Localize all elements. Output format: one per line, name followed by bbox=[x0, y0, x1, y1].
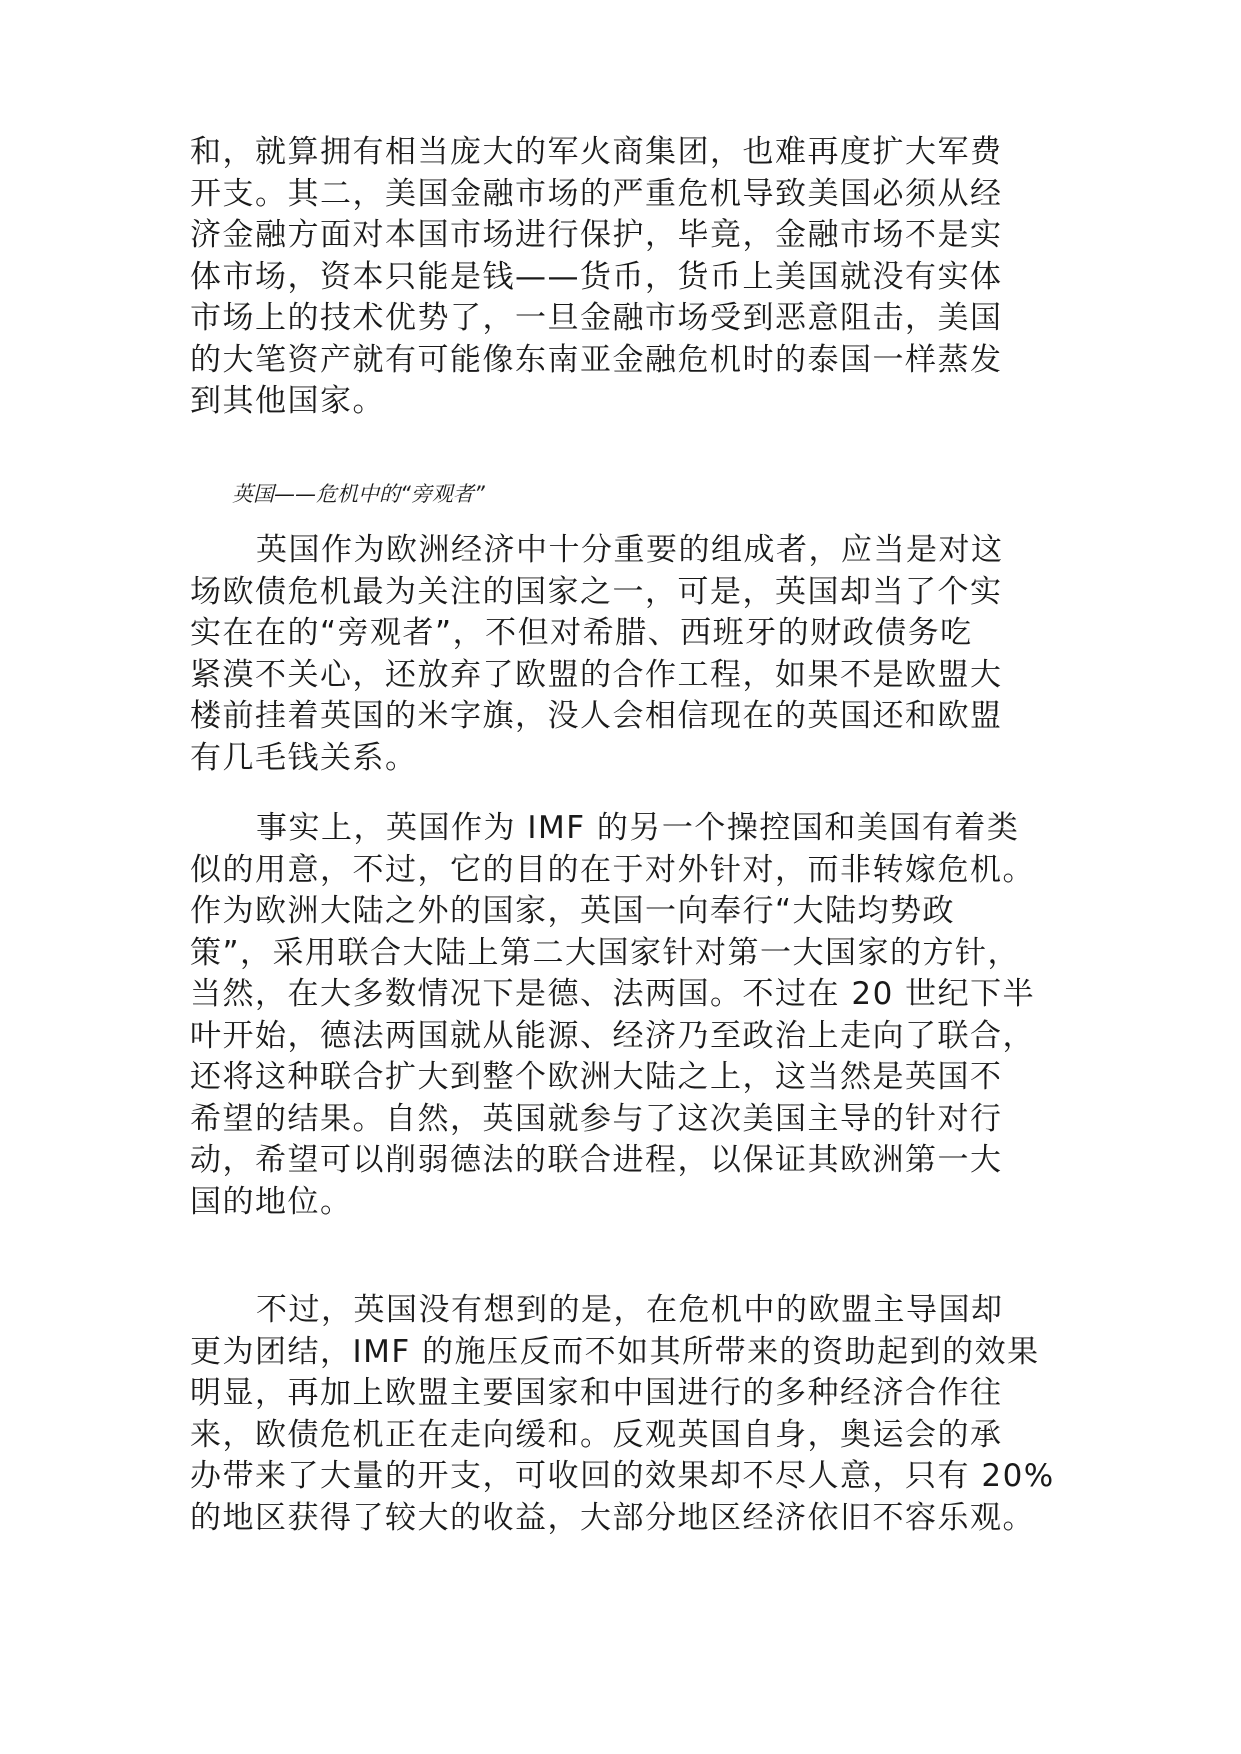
paragraph-line: 紧漠不关心，还放弃了欧盟的合作工程，如果不是欧盟大 bbox=[190, 656, 1003, 693]
paragraph-line: 明显，再加上欧盟主要国家和中国进行的多种经济合作往 bbox=[190, 1375, 1003, 1411]
paragraph-line: 有几毛钱关系。 bbox=[190, 739, 418, 776]
paragraph-line: 和，就算拥有相当庞大的军火商集团，也难再度扩大军费 bbox=[190, 134, 1003, 170]
paragraph-line: 的大笔资产就有可能像东南亚金融危机时的泰国一样蒸发 bbox=[190, 341, 1003, 378]
paragraph-line: 市场上的技术优势了，一旦金融市场受到恶意阻击，美国 bbox=[190, 300, 1003, 336]
paragraph-line: 英国作为欧洲经济中十分重要的组成者，应当是对这 bbox=[256, 532, 1004, 568]
paragraph-line: 更为团结，IMF 的施压反而不如其所带来的资助起到的效果 bbox=[190, 1333, 1040, 1370]
paragraph-line: 策”，采用联合大陆上第二大国家针对第一大国家的方针， bbox=[190, 934, 1021, 971]
paragraph-4 bbox=[190, 1290, 1090, 1539]
paragraph-line: 体市场，资本只能是钱——货币，货币上美国就没有实体 bbox=[190, 258, 1003, 295]
paragraph-line: 到其他国家。 bbox=[190, 383, 385, 419]
paragraph-line: 开支。其二，美国金融市场的严重危机导致美国必须从经 bbox=[190, 175, 1003, 212]
paragraph-line: 办带来了大量的开支，可收回的效果却不尽人意，只有 20% bbox=[190, 1458, 1055, 1494]
paragraph-line: 叶开始，德法两国就从能源、经济乃至政治上走向了联合， bbox=[190, 1017, 1035, 1054]
paragraph-line: 事实上，英国作为 IMF 的另一个操控国和美国有着类 bbox=[256, 810, 1020, 846]
paragraph-line: 济金融方面对本国市场进行保护，毕竟，金融市场不是实 bbox=[190, 217, 1003, 253]
paragraph-line: 作为欧洲大陆之外的国家，英国一向奉行“大陆均势政 bbox=[190, 893, 956, 929]
paragraph-line: 实在在的“旁观者”，不但对希腊、西班牙的财政债务吃 bbox=[190, 615, 973, 651]
paragraph-line: 来，欧债危机正在走向缓和。反观英国自身，奥运会的承 bbox=[190, 1416, 1003, 1453]
paragraph-2 bbox=[190, 530, 1090, 779]
paragraph-line: 国的地位。 bbox=[190, 1183, 353, 1220]
paragraph-line: 还将这种联合扩大到整个欧洲大陆之上，这当然是英国不 bbox=[190, 1059, 1003, 1095]
paragraph-line: 似的用意，不过，它的目的在于对外针对，而非转嫁危机。 bbox=[190, 851, 1035, 888]
paragraph-line: 希望的结果。自然，英国就参与了这次美国主导的针对行 bbox=[190, 1100, 1003, 1137]
paragraph-1 bbox=[190, 132, 1090, 423]
paragraph-line: 动，希望可以削弱德法的联合进程，以保证其欧洲第一大 bbox=[190, 1142, 1003, 1178]
paragraph-line: 不过，英国没有想到的是，在危机中的欧盟主导国却 bbox=[256, 1292, 1004, 1328]
paragraph-line: 的地区获得了较大的收益，大部分地区经济依旧不容乐观。 bbox=[190, 1499, 1035, 1536]
section-subheading: 英国——危机中的“旁观者” bbox=[232, 482, 485, 506]
paragraph-line: 楼前挂着英国的米字旗，没人会相信现在的英国还和欧盟 bbox=[190, 698, 1003, 734]
paragraph-3 bbox=[190, 808, 1090, 1223]
paragraph-line: 场欧债危机最为关注的国家之一，可是，英国却当了个实 bbox=[190, 573, 1003, 610]
paragraph-line: 当然，在大多数情况下是德、法两国。不过在 20 世纪下半 bbox=[190, 976, 1036, 1012]
